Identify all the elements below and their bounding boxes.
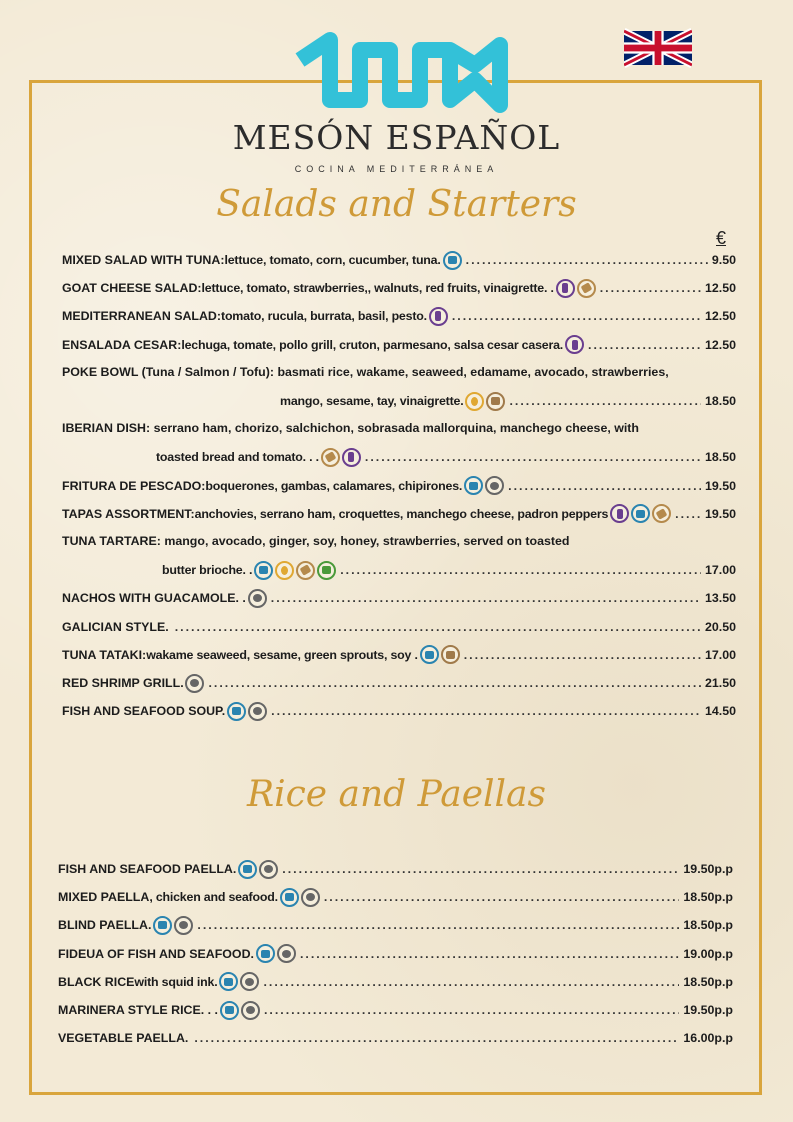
menu-item-name: TUNA TARTARE: (62, 534, 161, 548)
dot-leader (508, 479, 701, 493)
menu-item-desc: wakame seaweed, sesame, green sprouts, soy . (146, 647, 418, 662)
dot-leader (466, 253, 708, 267)
menu-item (156, 447, 736, 467)
menu-item-desc: anchovies, serrano ham, croquettes, manchego cheese, padron peppers (194, 506, 609, 521)
dot-leader (300, 947, 679, 961)
menu-item-price: 19.50 (704, 478, 736, 493)
celery-allergen-icon (317, 561, 336, 580)
fish-allergen-icon (443, 251, 462, 270)
menu-item (62, 250, 736, 270)
menu-item (62, 588, 736, 608)
menu-item-price: 9.50 (711, 253, 736, 267)
currency-symbol: € (716, 228, 727, 248)
egg-allergen-icon (275, 561, 294, 580)
dot-leader (600, 281, 701, 295)
menu-item-name: FIDEUA OF FISH AND SEAFOOD. (58, 946, 254, 961)
dot-leader (588, 338, 701, 352)
menu-item-name: FRITURA DE PESCADO: (62, 478, 206, 493)
menu-item-desc: , chicken and seafood. (149, 890, 278, 905)
dot-leader (271, 704, 701, 718)
menu-item-price: 13.50 (704, 591, 736, 606)
rice-title: Rice and Paellas (246, 774, 546, 815)
menu-item-price: 19.50p.p (683, 862, 733, 876)
allergen-icons (254, 561, 336, 580)
fish-logo-icon (290, 30, 510, 120)
menu-item (58, 887, 733, 907)
dot-leader (365, 450, 701, 464)
menu-item-first-line (62, 534, 569, 548)
dot-leader (509, 394, 701, 408)
allergen-icons (465, 392, 505, 411)
fish-allergen-icon (153, 916, 172, 935)
allergen-icons (153, 916, 193, 935)
menu-item-desc: lettuce, tomato, corn, cucumber, tuna. (224, 253, 441, 267)
menu-item-desc: tomato, rucula, burrata, basil, pesto. (221, 309, 427, 324)
menu-item-desc: with squid ink. (134, 974, 218, 989)
fish-allergen-icon (256, 944, 275, 963)
shell-allergen-icon (301, 888, 320, 907)
menu-item-price: 16.00p.p (683, 1031, 733, 1046)
milk-allergen-icon (556, 279, 575, 298)
dot-leader (271, 591, 701, 605)
menu-item (62, 617, 736, 637)
allergen-icons (256, 944, 296, 963)
menu-item-price: 12.50 (704, 281, 736, 296)
menu-item (62, 278, 736, 298)
menu-item-name: MIXED PAELLA (58, 890, 150, 905)
menu-item-price: 18.50p.p (683, 890, 733, 905)
menu-item-price: 18.50 (704, 450, 736, 465)
menu-item (58, 915, 733, 935)
fish-allergen-icon (464, 476, 483, 495)
milk-allergen-icon (610, 504, 629, 523)
shell-allergen-icon (185, 674, 204, 693)
fish-allergen-icon (254, 561, 273, 580)
shell-allergen-icon (259, 860, 278, 879)
allergen-icons (220, 1001, 260, 1020)
shell-allergen-icon (248, 702, 267, 721)
menu-item (62, 673, 736, 693)
menu-item-name: IBERIAN DISH: (62, 421, 151, 436)
allergen-icons (420, 645, 460, 664)
menu-item-price: 19.50 (704, 506, 736, 521)
menu-item-price: 14.50 (704, 704, 736, 719)
menu-item-desc: (Tuna / Salmon / Tofu): basmati rice, wakame, seaweed, edamame, avocado, strawberries, (138, 364, 669, 379)
menu-item-name: GOAT CHEESE SALAD: (62, 281, 202, 296)
menu-item (58, 944, 733, 964)
menu-item (162, 560, 736, 580)
menu-item-name: TUNA TATAKI: (62, 647, 147, 662)
soy-allergen-icon (441, 645, 460, 664)
allergen-icons (464, 476, 504, 495)
menu-item-price: 19.00p.p (683, 946, 733, 961)
menu-item (62, 504, 736, 524)
menu-item-price: 12.50 (704, 337, 736, 352)
menu-item (58, 859, 733, 879)
menu-item-desc-cont: toasted bread and tomato. . . (156, 450, 319, 465)
allergen-icons (321, 448, 361, 467)
menu-item (58, 1028, 733, 1048)
fish-allergen-icon (219, 972, 238, 991)
nut-allergen-icon (577, 279, 596, 298)
egg-allergen-icon (465, 392, 484, 411)
menu-item-desc: mango, avocado, ginger, soy, honey, strawberries, served on toasted (160, 534, 570, 548)
menu-item-name: VEGETABLE PAELLA. (58, 1031, 189, 1046)
menu-item (62, 306, 736, 326)
shell-allergen-icon (241, 1001, 260, 1020)
menu-item (58, 972, 733, 992)
milk-allergen-icon (565, 335, 584, 354)
menu-item-name: MARINERA STYLE RICE. . . (58, 1003, 218, 1017)
menu-item-name: BLACK RICE (58, 974, 135, 989)
menu-item-price: 18.50p.p (683, 918, 733, 933)
menu-item-name: ENSALADA CESAR: (62, 337, 182, 352)
uk-flag-icon[interactable] (624, 28, 692, 68)
nut-allergen-icon (321, 448, 340, 467)
fish-allergen-icon (220, 1001, 239, 1020)
menu-item-desc: . (180, 676, 184, 690)
menu-item-desc: boquerones, gambas, calamares, chipirones. (205, 478, 463, 493)
menu-item (58, 1000, 733, 1020)
menu-item-price: 20.50 (704, 619, 736, 634)
dot-leader (194, 1031, 679, 1045)
menu-item-desc: lettuce, tomato, strawberries,, walnuts, red fruits, vinaigrette. . (201, 281, 554, 296)
menu-item-first-line (62, 421, 639, 435)
dot-leader (175, 620, 701, 634)
brand-name: MESÓN ESPAÑOL (232, 118, 561, 157)
allergen-icons (238, 860, 278, 879)
menu-item-name: POKE BOWL (62, 364, 139, 379)
menu-item-name: FISH AND SEAFOOD PAELLA. (58, 862, 237, 876)
shell-allergen-icon (248, 589, 267, 608)
fish-allergen-icon (227, 702, 246, 721)
allergen-icons (556, 279, 596, 298)
soy-allergen-icon (486, 392, 505, 411)
menu-item-price: 17.00 (704, 647, 736, 662)
shell-allergen-icon (174, 916, 193, 935)
menu-item (62, 476, 736, 496)
dot-leader (264, 1003, 679, 1017)
allergen-icons (219, 972, 259, 991)
menu-item-price: 19.50p.p (683, 1003, 733, 1017)
shell-allergen-icon (485, 476, 504, 495)
dot-leader (208, 676, 701, 690)
dot-leader (675, 507, 701, 521)
menu-item-name: FISH AND SEAFOOD SOUP. (62, 704, 226, 719)
menu-item-name: MIXED SALAD WITH TUNA: (62, 253, 225, 267)
allergen-icons (227, 702, 267, 721)
dot-leader (452, 309, 701, 323)
menu-item-name: RED SHRIMP GRILL (62, 676, 181, 690)
menu-item-name: BLIND PAELLA. (58, 918, 152, 933)
shell-allergen-icon (277, 944, 296, 963)
menu-item (280, 391, 736, 411)
menu-item (62, 701, 736, 721)
brand-tagline: COCINA MEDITERRÁNEA (294, 164, 499, 174)
menu-item-desc-cont: mango, sesame, tay, vinaigrette. (280, 394, 464, 408)
fish-allergen-icon (238, 860, 257, 879)
allergen-icons (610, 504, 671, 523)
menu-item (62, 335, 736, 355)
menu-item-desc-cont: butter brioche. . (162, 563, 253, 578)
allergen-icons (443, 251, 462, 270)
allergen-icons (248, 589, 267, 608)
allergen-icons (429, 307, 448, 326)
dot-leader (464, 648, 701, 662)
allergen-icons (185, 674, 204, 693)
menu-item (62, 645, 736, 665)
allergen-icons (565, 335, 584, 354)
dot-leader (282, 862, 679, 876)
milk-allergen-icon (429, 307, 448, 326)
menu-item-first-line (62, 365, 669, 379)
nut-allergen-icon (652, 504, 671, 523)
nut-allergen-icon (296, 561, 315, 580)
menu-item-price: 12.50 (704, 309, 736, 324)
shell-allergen-icon (240, 972, 259, 991)
fish-allergen-icon (420, 645, 439, 664)
milk-allergen-icon (342, 448, 361, 467)
menu-item-price: 18.50 (704, 394, 736, 408)
fish-allergen-icon (631, 504, 650, 523)
menu-item-name: GALICIAN STYLE. (62, 619, 169, 634)
menu-item-price: 17.00 (704, 563, 736, 578)
dot-leader (340, 563, 701, 577)
menu-item-price: 21.50 (704, 676, 736, 690)
menu-item-price: 18.50p.p (683, 974, 733, 989)
starters-title: Salads and Starters (216, 184, 577, 225)
fish-allergen-icon (280, 888, 299, 907)
menu-item-desc: serrano ham, chorizo, salchichon, sobrasada mallorquina, manchego cheese, with (150, 421, 640, 436)
menu-item-name: MEDITERRANEAN SALAD: (62, 309, 222, 324)
menu-item-name: NACHOS WITH GUACAMOLE. . (62, 591, 246, 606)
dot-leader (263, 975, 679, 989)
dot-leader (197, 918, 679, 932)
menu-item-desc: lechuga, tomate, pollo grill, cruton, parmesano, salsa cesar casera. (181, 337, 564, 352)
dot-leader (324, 890, 680, 904)
allergen-icons (280, 888, 320, 907)
menu-item-name: TAPAS ASSORTMENT: (62, 506, 195, 521)
